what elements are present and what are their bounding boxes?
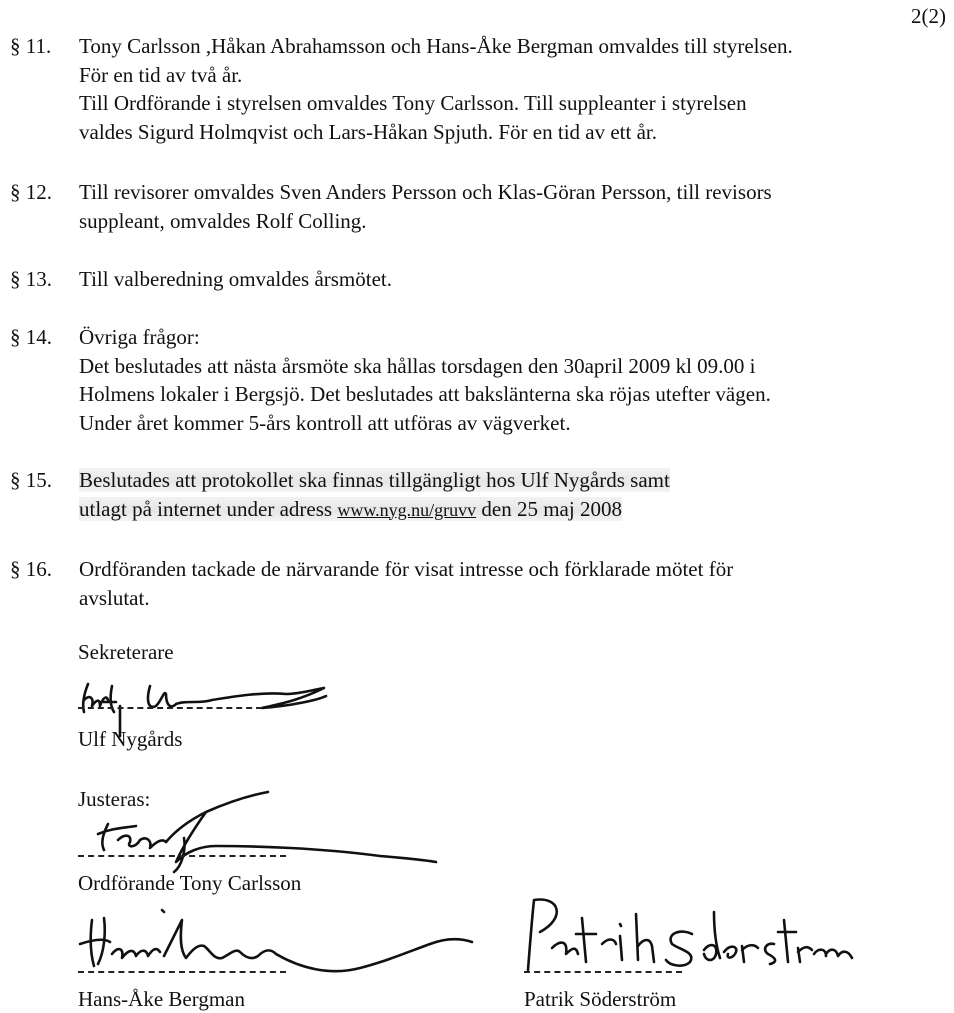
- adjusters-label: Justeras:: [78, 787, 151, 811]
- section-number: § 14.: [10, 325, 52, 349]
- section-line: Till valberedning omvaldes årsmötet.: [79, 267, 393, 291]
- section-line: suppleant, omvaldes Rolf Colling.: [79, 208, 367, 233]
- section-line-text: Beslutades att protokollet ska finnas tillgängligt hos Ulf Nygårds samt: [79, 468, 670, 492]
- section-line: Ordföranden tackade de närvarande för visat intresse och förklarade mötet för: [79, 557, 734, 581]
- section-line-text: den 25 maj 2008: [476, 496, 622, 521]
- section-number: § 12.: [10, 180, 52, 204]
- website-link[interactable]: www.nyg.nu/gruvv: [337, 499, 477, 520]
- section-line: avslutat.: [79, 585, 150, 610]
- section-line: valdes Sigurd Holmqvist och Lars-Håkan Spjuth. För en tid av ett år.: [79, 119, 657, 144]
- section-line: Tony Carlsson ,Håkan Abrahamsson och Hans-Åke Bergman omvaldes till styrelsen.: [79, 34, 793, 58]
- page-number: 2(2): [911, 4, 946, 28]
- section-line: Till revisorer omvaldes Sven Anders Persson och Klas-Göran Persson, till revisors: [79, 180, 772, 204]
- section-line-text: utlagt på internet under adress: [79, 496, 338, 521]
- section-number: § 11.: [10, 34, 52, 58]
- chair-name: Ordförande Tony Carlsson: [78, 871, 302, 895]
- section-line: För en tid av två år.: [79, 62, 243, 87]
- section-line: Det beslutades att nästa årsmöte ska hållas torsdagen den 30april 2009 kl 09.00 i: [79, 353, 756, 378]
- section-number: § 16.: [10, 557, 52, 581]
- signature-line: [524, 971, 682, 973]
- section-line: Under året kommer 5-års kontroll att utföras av vägverket.: [79, 410, 571, 435]
- secretary-label: Sekreterare: [78, 640, 174, 664]
- section-number: § 13.: [10, 267, 52, 291]
- secretary-name: Ulf Nygårds: [78, 727, 183, 751]
- section-line: Holmens lokaler i Bergsjö. Det beslutades att bakslänterna ska röjas utefter vägen.: [79, 382, 771, 406]
- member2-name: Patrik Söderström: [524, 987, 677, 1011]
- section-number: § 15.: [10, 468, 52, 492]
- section-line: Övriga frågor:: [79, 325, 200, 349]
- section-line: Till Ordförande i styrelsen omvaldes Tony Carlsson. Till suppleanter i styrelsen: [79, 91, 747, 115]
- member1-name: Hans-Åke Bergman: [78, 987, 245, 1011]
